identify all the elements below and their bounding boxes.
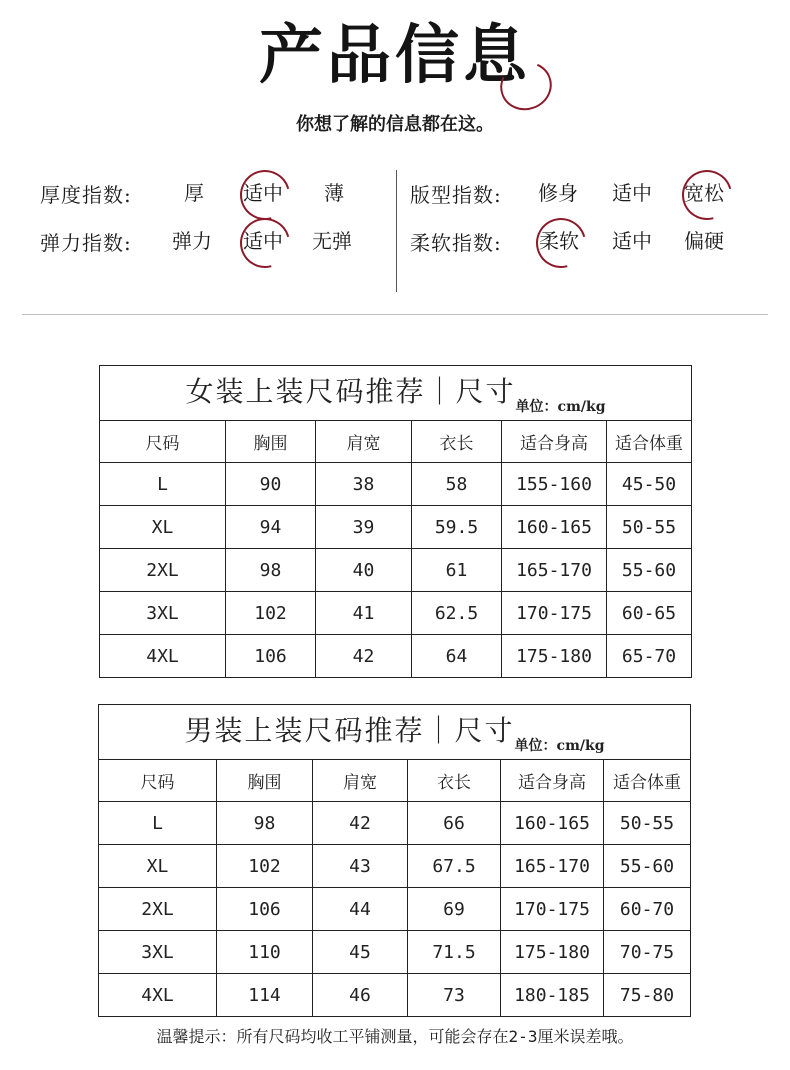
- men-header-row: [99, 760, 691, 802]
- cell: 75-80: [604, 974, 691, 1017]
- softness-selected-circle: [527, 209, 595, 277]
- page-subtitle: 你想了解的信息都在这。: [296, 114, 494, 135]
- header-chest: 胸围: [217, 760, 313, 802]
- cell: 3XL: [100, 592, 226, 635]
- cell: 55-60: [607, 549, 692, 592]
- cell: 110: [217, 931, 313, 974]
- cell: 71.5: [408, 931, 501, 974]
- cell: 69: [408, 888, 501, 931]
- header-weight: 适合体重: [607, 421, 692, 463]
- cell: 65-70: [607, 635, 692, 678]
- softness-option-firm: 偏硬: [684, 229, 724, 253]
- cell: 2XL: [99, 888, 217, 931]
- elasticity-option-stretch: 弹力: [172, 229, 212, 253]
- header-chest: 胸围: [226, 421, 316, 463]
- table-row: [99, 888, 691, 931]
- men-table-caption: [99, 705, 691, 760]
- cell: 55-60: [604, 845, 691, 888]
- cell: 98: [226, 549, 316, 592]
- women-header-row: [100, 421, 692, 463]
- cell: 106: [226, 635, 316, 678]
- cell: 64: [412, 635, 502, 678]
- table-row: [100, 549, 692, 592]
- cell: 66: [408, 802, 501, 845]
- table-row: [100, 592, 692, 635]
- cell: 43: [313, 845, 408, 888]
- men-size-table: [98, 704, 691, 1017]
- cell: 60-70: [604, 888, 691, 931]
- women-unit-label: 单位：cm/kg: [515, 399, 606, 415]
- women-size-table: [99, 365, 692, 678]
- cell: 67.5: [408, 845, 501, 888]
- cell: 180-185: [501, 974, 604, 1017]
- cell: 59.5: [412, 506, 502, 549]
- cell: 102: [226, 592, 316, 635]
- thickness-option-thin: 薄: [324, 181, 344, 205]
- men-unit-label: 单位：cm/kg: [514, 738, 605, 754]
- table-row: [100, 506, 692, 549]
- cell: 60-65: [607, 592, 692, 635]
- header-shoulder: 肩宽: [316, 421, 412, 463]
- women-table-caption: [100, 366, 692, 421]
- thickness-option-medium: 适中: [243, 181, 283, 205]
- header-shoulder: 肩宽: [313, 760, 408, 802]
- cell: 45: [313, 931, 408, 974]
- cell: 50-55: [604, 802, 691, 845]
- cell: 175-180: [501, 931, 604, 974]
- cell: XL: [99, 845, 217, 888]
- table-row: [99, 974, 691, 1017]
- cell: 73: [408, 974, 501, 1017]
- cell: 58: [412, 463, 502, 506]
- cell: 2XL: [100, 549, 226, 592]
- cell: 98: [217, 802, 313, 845]
- cell: L: [99, 802, 217, 845]
- header-weight: 适合体重: [604, 760, 691, 802]
- cell: 160-165: [502, 506, 607, 549]
- cell: 165-170: [502, 549, 607, 592]
- cell: 155-160: [502, 463, 607, 506]
- cell: 41: [316, 592, 412, 635]
- page-title: 产品信息: [259, 18, 531, 93]
- cell: 165-170: [501, 845, 604, 888]
- elasticity-label: 弹力指数:: [40, 231, 132, 255]
- cell: 114: [217, 974, 313, 1017]
- cell: 45-50: [607, 463, 692, 506]
- cell: 42: [316, 635, 412, 678]
- cell: 61: [412, 549, 502, 592]
- fit-option-loose: 宽松: [684, 181, 724, 205]
- elasticity-selected-circle: [231, 209, 299, 277]
- cell: 40: [316, 549, 412, 592]
- section-divider: [22, 314, 768, 315]
- cell: 175-180: [502, 635, 607, 678]
- header-size: 尺码: [99, 760, 217, 802]
- table-row: [99, 802, 691, 845]
- cell: 42: [313, 802, 408, 845]
- cell: XL: [100, 506, 226, 549]
- softness-label: 柔软指数:: [410, 231, 502, 255]
- elasticity-option-medium: 适中: [243, 229, 283, 253]
- women-caption-text: 女装上装尺码推荐｜尺寸: [185, 375, 516, 408]
- cell: 3XL: [99, 931, 217, 974]
- fit-option-medium: 适中: [612, 181, 652, 205]
- header-length: 衣长: [412, 421, 502, 463]
- footnote: 温馨提示：所有尺码均收工平铺测量，可能会存在2-3厘米误差哦。: [156, 1027, 634, 1046]
- cell: 170-175: [502, 592, 607, 635]
- fit-selected-circle: [673, 161, 741, 229]
- index-divider: [396, 170, 397, 292]
- elasticity-option-none: 无弹: [312, 229, 352, 253]
- cell: 46: [313, 974, 408, 1017]
- cell: 160-165: [501, 802, 604, 845]
- cell: 44: [313, 888, 408, 931]
- cell: 102: [217, 845, 313, 888]
- cell: 62.5: [412, 592, 502, 635]
- fit-option-slim: 修身: [538, 181, 578, 205]
- cell: 170-175: [501, 888, 604, 931]
- header-length: 衣长: [408, 760, 501, 802]
- cell: 94: [226, 506, 316, 549]
- cell: 50-55: [607, 506, 692, 549]
- thickness-label: 厚度指数:: [40, 183, 132, 207]
- cell: 106: [217, 888, 313, 931]
- cell: 4XL: [99, 974, 217, 1017]
- table-row: [99, 845, 691, 888]
- cell: 38: [316, 463, 412, 506]
- men-caption-text: 男装上装尺码推荐｜尺寸: [184, 714, 515, 747]
- cell: 39: [316, 506, 412, 549]
- cell: 4XL: [100, 635, 226, 678]
- table-row: [100, 463, 692, 506]
- fit-label: 版型指数:: [410, 183, 502, 207]
- cell: 90: [226, 463, 316, 506]
- softness-option-soft: 柔软: [539, 229, 579, 253]
- softness-option-medium: 适中: [612, 229, 652, 253]
- thickness-option-thick: 厚: [184, 181, 204, 205]
- header-height: 适合身高: [502, 421, 607, 463]
- table-row: [100, 635, 692, 678]
- cell: L: [100, 463, 226, 506]
- cell: 70-75: [604, 931, 691, 974]
- header-size: 尺码: [100, 421, 226, 463]
- table-row: [99, 931, 691, 974]
- header-height: 适合身高: [501, 760, 604, 802]
